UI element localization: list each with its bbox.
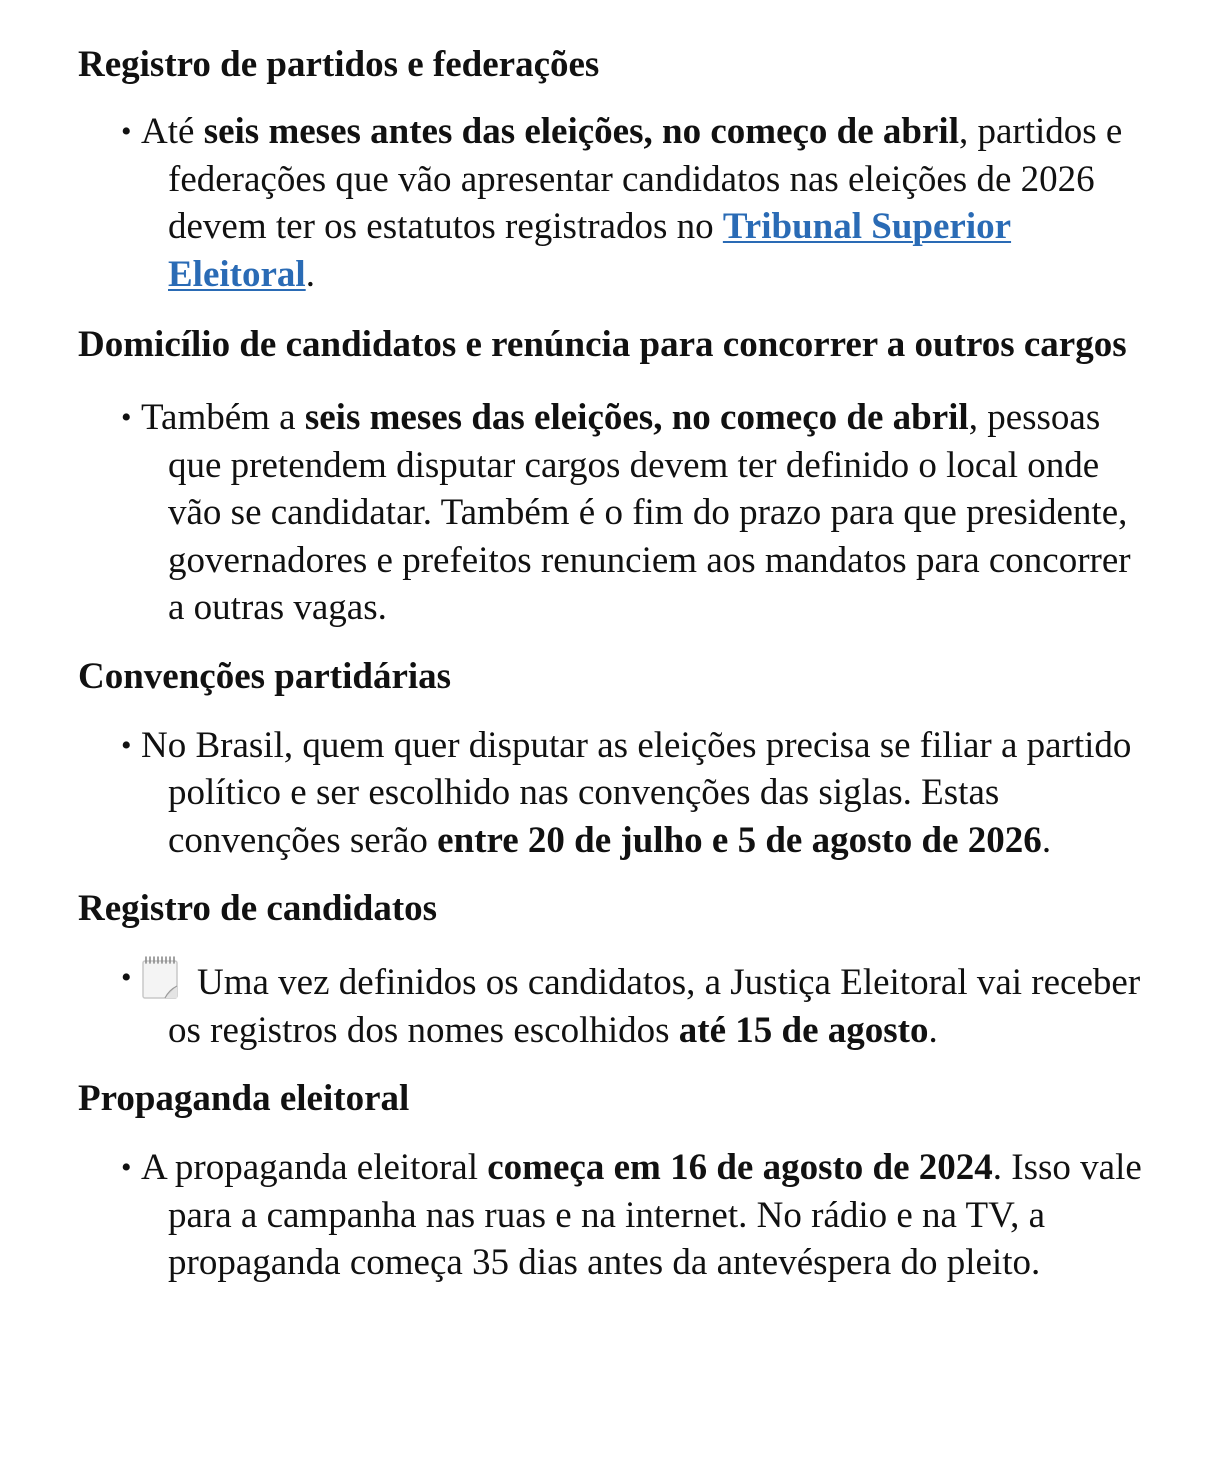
item-text-bold: entre 20 de julho e 5 de agosto de 2026 bbox=[437, 819, 1042, 861]
bullet-list bbox=[78, 1144, 1145, 1287]
tse-link[interactable]: Tribunal Superior Eleitoral bbox=[168, 206, 1012, 295]
item-text-mid: , partidos e federações que vão apresentar candidatos nas eleições de 2026 devem ter os estatutos registrados no bbox=[168, 111, 1123, 247]
item-text-post: . bbox=[1041, 819, 1052, 861]
section-heading: Convenções partidárias bbox=[78, 655, 452, 697]
item-text-post: . bbox=[928, 1009, 938, 1051]
bullet-icon: • bbox=[121, 115, 132, 148]
section-propaganda bbox=[78, 1076, 1145, 1287]
item-text-pre: Uma vez definidos os candidatos, a Justiça Eleitoral vai receber os registros dos nomes escolhidos bbox=[168, 962, 1141, 1051]
bullet-icon: • bbox=[121, 401, 132, 434]
item-text-pre: Até bbox=[141, 111, 204, 152]
bullet-list bbox=[78, 394, 1145, 632]
bullet-icon: • bbox=[121, 1151, 132, 1184]
section-heading: Registro de candidatos bbox=[78, 888, 438, 929]
section-registro-partidos bbox=[78, 42, 1145, 298]
section-heading: Domicílio de candidatos e renúncia para concorrer a outros cargos bbox=[78, 324, 1127, 365]
item-text-bold: seis meses das eleições, no começo de abril bbox=[304, 397, 969, 438]
bullet-icon: • bbox=[121, 961, 132, 994]
bullet-list bbox=[78, 108, 1145, 298]
section-heading: Registro de partidos e federações bbox=[78, 44, 600, 85]
item-text-post: . bbox=[305, 253, 315, 295]
list-item bbox=[78, 108, 1145, 298]
section-heading: Propaganda eleitoral bbox=[78, 1078, 410, 1119]
bullet-icon: • bbox=[121, 728, 132, 762]
list-item bbox=[78, 722, 1145, 865]
list-item bbox=[78, 394, 1145, 632]
list-item bbox=[78, 954, 1145, 1054]
notepad-icon-svg bbox=[141, 954, 181, 1000]
section-convencoes bbox=[78, 654, 1145, 865]
section-domicilio-candidatos bbox=[78, 322, 1145, 632]
item-text-post: , pessoas que pretendem disputar cargos devem ter definido o local onde vão se candidatar. Também é o fim do prazo para que presidente, governadores e prefeitos renunciem aos mandatos para concorrer a outras vagas. bbox=[168, 397, 1131, 628]
bullet-list bbox=[78, 954, 1145, 1054]
section-registro-candidatos bbox=[78, 886, 1145, 1054]
item-text-bold: começa em 16 de agosto de 2024 bbox=[487, 1147, 993, 1188]
item-text-pre: Também a bbox=[141, 397, 305, 438]
item-text-pre: A propaganda eleitoral bbox=[141, 1147, 488, 1188]
list-item bbox=[78, 1144, 1145, 1287]
item-text-bold: até 15 de agosto bbox=[678, 1009, 929, 1051]
item-text-pre: No Brasil, quem quer disputar as eleições precisa se filiar a partido político e ser escolhido nas convenções das siglas. Estas convenções serão bbox=[141, 724, 1132, 861]
notepad-icon bbox=[141, 954, 181, 1000]
item-text-bold: seis meses antes das eleições, no começo de abril bbox=[203, 111, 959, 152]
bullet-list bbox=[78, 722, 1145, 865]
item-text-post: . Isso vale para a campanha nas ruas e na internet. No rádio e na TV, a propaganda começa 35 dias antes da antevéspera do pleito. bbox=[168, 1147, 1142, 1283]
